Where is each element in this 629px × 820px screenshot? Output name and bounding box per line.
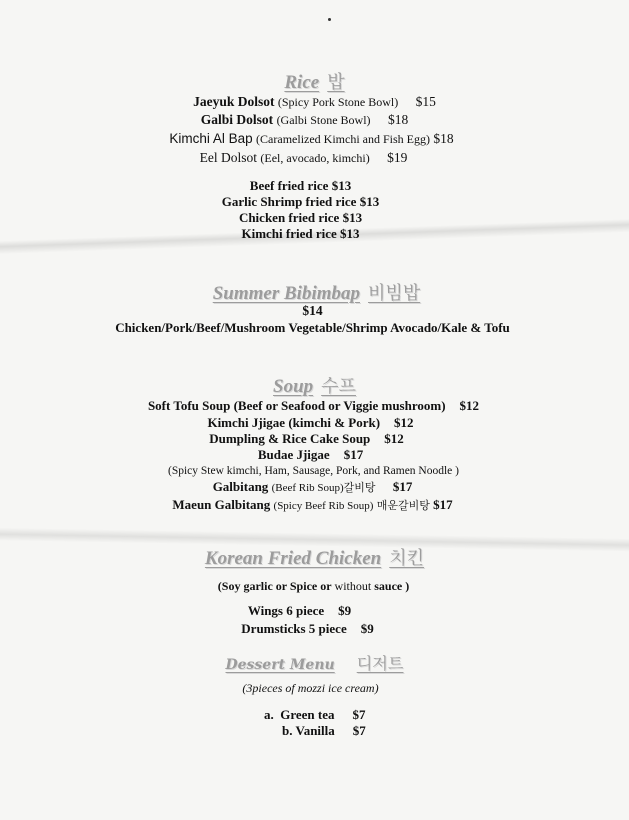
rice-heading: Rice 밥 (284, 72, 345, 93)
fried-rice-kimchi: Kimchi fried rice $13 (241, 226, 360, 241)
dessert-item-green-tea: a. Green tea $7 (264, 707, 366, 722)
rice-item-kimchi-al-bap: Kimchi Al Bap (Caramelized Kimchi and Fish Egg) $18 (169, 131, 454, 146)
kfc-item-drumsticks: Drumsticks 5 piece $9 (241, 621, 374, 636)
fried-rice-chicken: Chicken fried rice $13 (238, 210, 363, 225)
rice-item-galbi: Galbi Dolsot (Galbi Stone Bowl) $18 (200, 112, 409, 127)
soup-item-soft-tofu: Soft Tofu Soup (Beef or Seafood or Viggie mushroom) $12 (147, 398, 480, 413)
bibimbap-heading: Summer Bibimbap 비빔밥 (212, 283, 421, 304)
bibimbap-options: Chicken/Pork/Beef/Mushroom Vegetable/Shrimp Avocado/Kale & Tofu (115, 320, 510, 335)
kfc-item-wings: Wings 6 piece $9 (247, 603, 352, 618)
soup-item-maeun-galbitang: Maeun Galbitang (Spicy Beef Rib Soup) 매운갈비탕 $17 (172, 497, 453, 512)
budae-description: (Spicy Stew kimchi, Ham, Sausage, Pork, and Ramen Noodle ) (168, 465, 459, 477)
soup-heading: Soup 수프 (273, 376, 356, 397)
dessert-item-vanilla: b. Vanilla $7 (282, 723, 366, 738)
ink-dot (328, 18, 331, 21)
soup-item-kimchi-jjigae: Kimchi Jjigae (kimchi & Pork) $12 (207, 415, 414, 430)
fried-rice-beef: Beef fried rice $13 (249, 178, 352, 193)
kfc-sauce-note: (Soy garlic or Spice or without sauce ) (217, 579, 410, 593)
fried-rice-garlic-shrimp: Garlic Shrimp fried rice $13 (221, 194, 380, 209)
soup-item-budae: Budae Jjigae $17 (257, 447, 364, 462)
rice-item-jaeyuk: Jaeyuk Dolsot (Spicy Pork Stone Bowl) $15 (193, 94, 436, 109)
soup-item-dumpling: Dumpling & Rice Cake Soup $12 (209, 431, 404, 446)
soup-item-galbitang: Galbitang (Beef Rib Soup)갈비탕 $17 (212, 479, 413, 494)
dessert-heading: Dessert Menu 디저트 (225, 654, 404, 673)
rice-item-eel: Eel Dolsot (Eel, avocado, kimchi) $19 (199, 150, 408, 165)
bibimbap-price: $14 (302, 303, 323, 318)
dessert-note: (3pieces of mozzi ice cream) (242, 681, 379, 695)
kfc-heading: Korean Fried Chicken 치킨 (204, 548, 425, 569)
